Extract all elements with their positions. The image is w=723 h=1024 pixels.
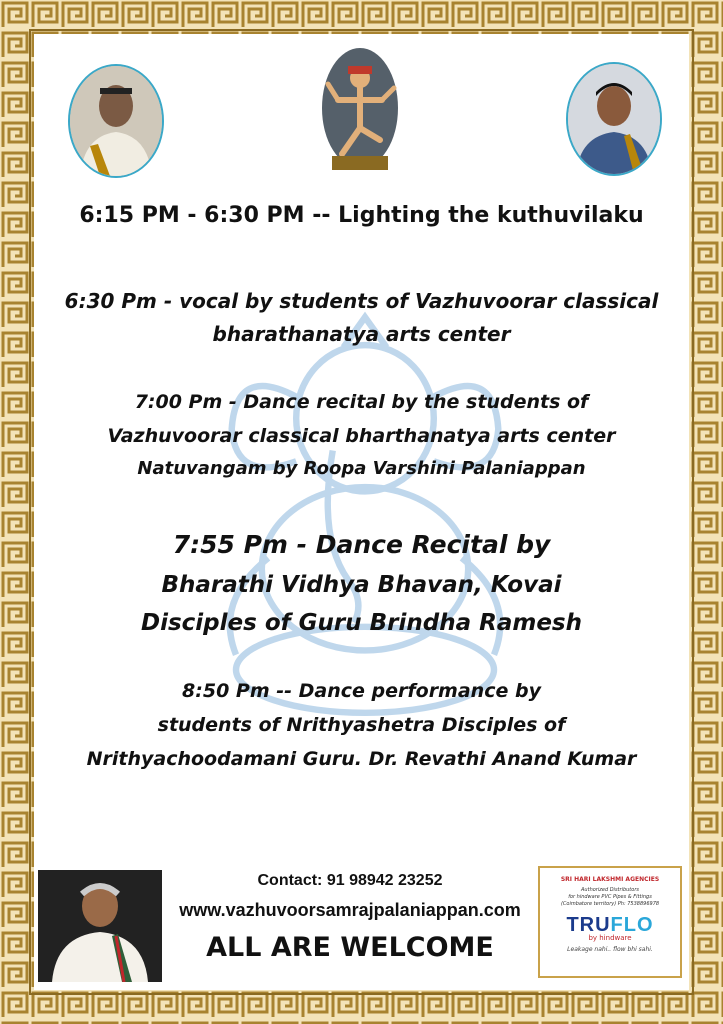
schedule-item-recital-line1: 7:00 Pm - Dance recital by the students of (134, 391, 589, 413)
sponsor-ad (538, 866, 682, 978)
person-founder-icon (38, 870, 162, 982)
schedule-item-recital-line2: Vazhuvoorar classical bharthanatya arts center (107, 425, 616, 447)
nataraja-dancer-image (318, 44, 402, 176)
founder-photo (38, 870, 162, 982)
schedule-item-bvb-line1: 7:55 Pm - Dance Recital by (172, 530, 551, 559)
sponsor-desc-1: Authorized Distributors (581, 887, 639, 893)
portrait-left (68, 64, 164, 178)
ganesha-watermark-icon (150, 300, 580, 730)
truflo-logo: TRUFLO (566, 914, 654, 936)
schedule-item-lighting: 6:15 PM - 6:30 PM -- Lighting the kuthuvilaku (79, 203, 644, 228)
schedule-item-recital-line3: Natuvangam by Roopa Varshini Palaniappan (137, 458, 586, 479)
portrait-right (566, 62, 662, 176)
schedule-item-nrithya-line3: Nrithyachoodamani Guru. Dr. Revathi Anand Kumar (86, 748, 637, 770)
person-right-icon (568, 64, 660, 174)
schedule-item-bvb-line2: Bharathi Vidhya Bhavan, Kovai (161, 572, 562, 598)
welcome-banner: ALL ARE WELCOME (206, 932, 494, 963)
sponsor-desc-2: for hindware PVC Pipes & Fittings (568, 894, 652, 900)
schedule-item-nrithya-line1: 8:50 Pm -- Dance performance by (182, 680, 541, 702)
sponsor-desc-3: (Coimbatore territory) Ph: 7538896978 (560, 901, 660, 907)
website-link[interactable]: www.vazhuvoorsamrajpalaniappan.com (179, 900, 521, 920)
schedule-item-vocal-line1: 6:30 Pm - vocal by students of Vazhuvoorar classical (64, 289, 659, 313)
contact-number: Contact: 91 98942 23252 (257, 872, 443, 889)
brand-by: by hindware (588, 934, 632, 942)
schedule-item-bvb-line3: Disciples of Guru Brindha Ramesh (141, 610, 582, 636)
sponsor-name: SRI HARI LAKSHMI AGENCIES (560, 876, 660, 883)
schedule-item-vocal-line2: bharathanatya arts center (212, 322, 511, 346)
person-left-icon (70, 66, 162, 176)
sponsor-tagline: Leakage nahi.. flow bhi sahi. (567, 946, 653, 953)
schedule-item-nrithya-line2: students of Nrithyashetra Disciples of (157, 714, 566, 736)
